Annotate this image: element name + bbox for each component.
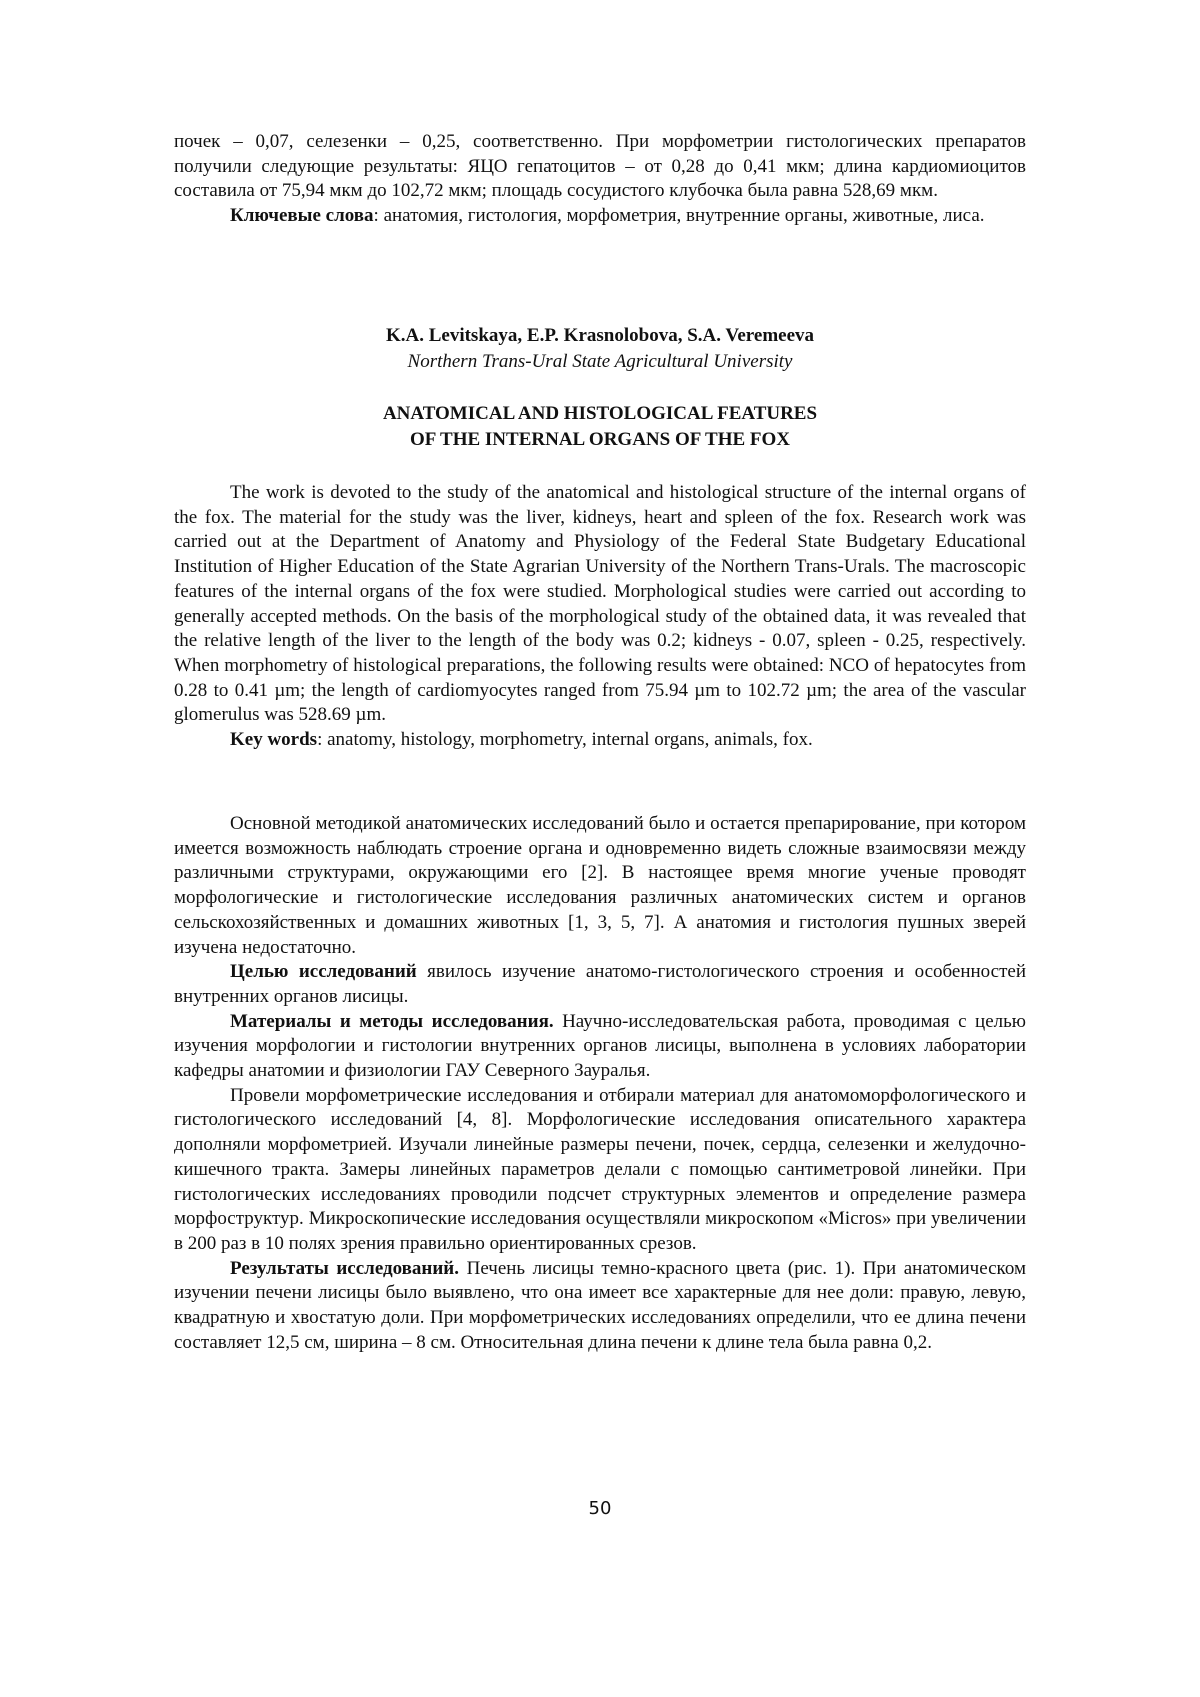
keywords-ru: [174, 204, 1026, 229]
aim-label: Целью исследований: [230, 961, 417, 983]
keywords-en: [174, 728, 1026, 753]
intro-paragraph: Основной методикой анатомических исследований было и остается препарирование, при котором имеется возможность наблюдать строение органа и одновременно видеть сложные взаимосвязи между различными структурами, окружающими его [2]. В настоящее время многие ученые проводят морфологические и гистологические исследования различных анатомических систем и органов сельскохозяйственных и домашних животных [1, 3, 5, 7]. А анатомия и гистология пушных зверей изучена недостаточно.: [174, 813, 1026, 958]
aim-text: явилось изучение анатомо-гистологического строения и особенностей внутренних органов лисицы.: [174, 961, 1026, 1007]
title-line-1: ANATOMICAL AND HISTOLOGICAL FEATURES: [382, 403, 818, 424]
abstract-ru-tail: почек – 0,07, селезенки – 0,25, соответственно. При морфометрии гистологических препаратов получили следующие результаты: ЯЦО гепатоцитов – от 0,28 до 0,41 мкм; длина кардиомиоцитов составила от 75,94 мкм до 102,72 мкм; площадь сосудистого клубочка была равна 528,69 мкм.: [174, 131, 1026, 202]
keywords-en-text: : anatomy, histology, morphometry, internal organs, animals, fox.: [317, 729, 813, 751]
article-title: [174, 401, 1026, 453]
authors: K.A. Levitskaya, E.P. Krasnolobova, S.A. Veremeeva: [385, 325, 815, 346]
english-abstract-block: [174, 481, 1026, 753]
top-fragment: [174, 130, 1026, 229]
affiliation: Northern Trans-Ural State Agricultural University: [407, 351, 793, 372]
results-text: Печень лисицы темно-красного цвета (рис. 1). При анатомическом изучении печени лисицы было выявлено, что она имеет все характерные для нее доли: правую, левую, квадратную и хвостатую доли. При морфометрических исследованиях определили, что ее длина печени составляет 12,5 см, ширина – 8 см. Относительная длина печени к длине тела была равна 0,2.: [174, 1257, 1026, 1353]
aim-paragraph: [174, 960, 1026, 1009]
keywords-ru-label: Ключевые слова: [230, 205, 374, 227]
main-body: [174, 812, 1026, 1355]
methods-detail-paragraph: Провели морфометрические исследования и отбирали материал для анатомоморфологического и гистологического исследований [4, 8]. Морфологические исследования описательного характера дополняли морфометрией. Изучали линейные размеры печени, почек, сердца, селезенки и желудочно-кишечного тракта. Замеры линейных параметров делали с помощью сантиметровой линейки. При гистологических исследованиях проводили подсчет структурных элементов и определение размера морфоструктур. Микроскопические исследования осуществляли микроскопом «Micros» при увеличении в 200 раз в 10 полях зрения правильно ориентированных срезов.: [174, 1084, 1026, 1254]
results-paragraph: [174, 1257, 1026, 1356]
keywords-ru-text: : анатомия, гистология, морфометрия, внутренние органы, животные, лиса.: [373, 205, 985, 227]
methods-label: Материалы и методы исследования.: [230, 1010, 554, 1032]
methods-paragraph: [174, 1010, 1026, 1084]
abstract-en: The work is devoted to the study of the anatomical and histological structure of the internal organs of the fox. The material for the study was the liver, kidneys, heart and spleen of the fox. Research work was carried out at the Department of Anatomy and Physiology of the Federal State Budgetary Educational Institution of Higher Education of the State Agrarian University of the Northern Trans-Urals. The macroscopic features of the internal organs of the fox were studied. Morphological studies were carried out according to generally accepted methods. On the basis of the morphological study of the obtained data, it was revealed that the relative length of the liver to the length of the body was 0.2; kidneys - 0.07, spleen - 0.25, respectively. When morphometry of histological preparations, the following results were obtained: NCO of hepatocytes from 0.28 to 0.41 µm; the length of cardiomyocytes ranged from 75.94 µm to 102.72 µm; the area of the vascular glomerulus was 528.69 µm.: [174, 482, 1026, 726]
page-number: 50: [588, 1498, 612, 1519]
methods-text: Научно-исследовательская работа, проводимая с целью изучения морфологии и гистологии внутренних органов лисицы, выполнена в условиях лаборатории кафедры анатомии и физиологии ГАУ Северного Зауралья.: [174, 1010, 1026, 1082]
results-label: Результаты исследований.: [230, 1257, 460, 1279]
keywords-en-label: Key words: [230, 729, 318, 751]
title-line-2: OF THE INTERNAL ORGANS OF THE FOX: [409, 429, 791, 450]
